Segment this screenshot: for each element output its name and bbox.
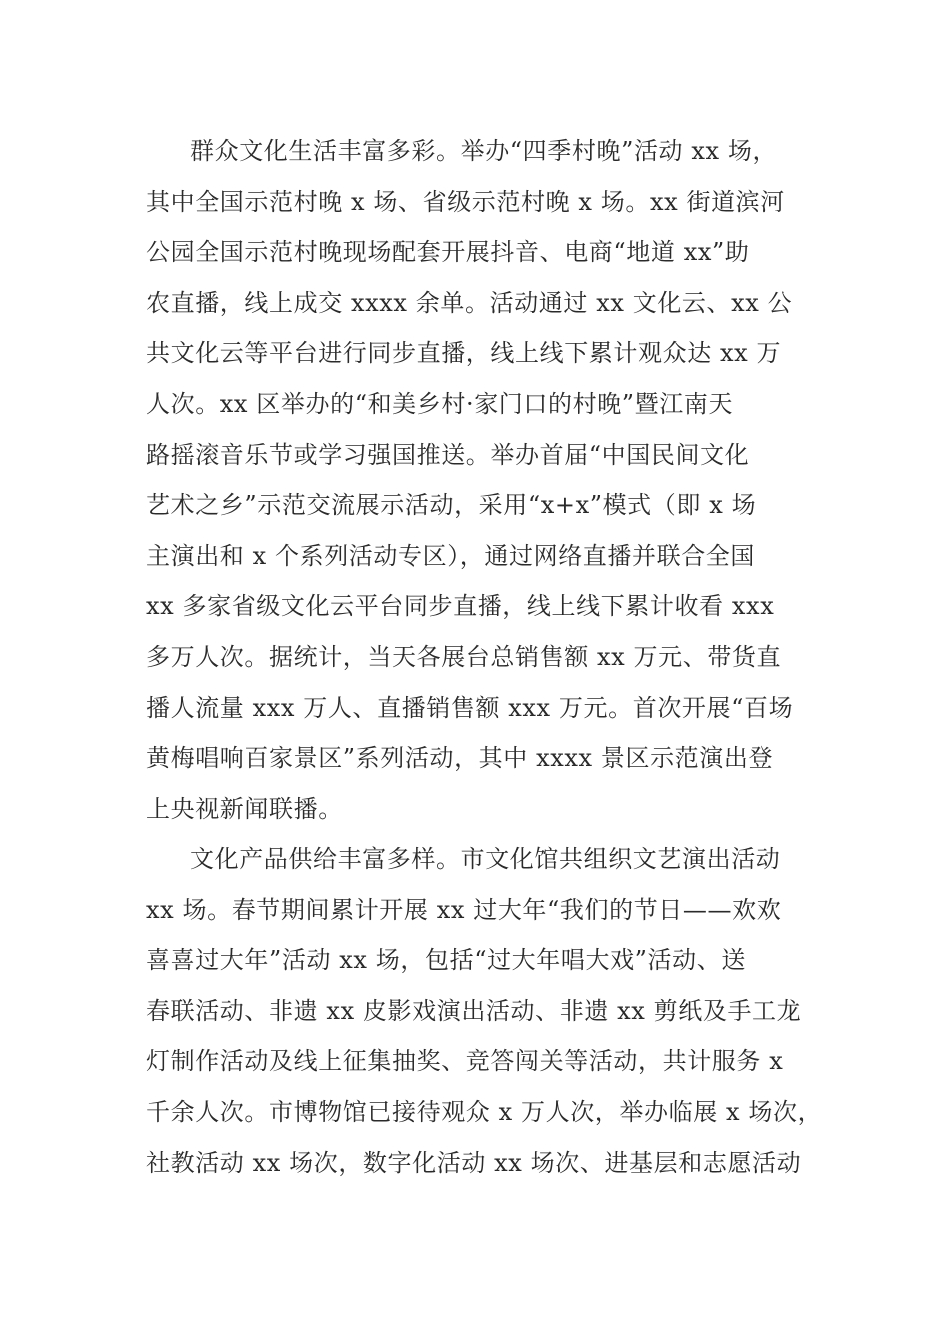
paragraph-line: 社教活动 xx 场次，数字化活动 xx 场次、进基层和志愿活动 xyxy=(146,1148,802,1177)
paragraph-line: 多万人次。据统计，当天各展台总销售额 xx 万元、带货直 xyxy=(146,642,782,671)
paragraph-line: 主演出和 x 个系列活动专区），通过网络直播并联合全国 xyxy=(146,541,755,570)
paragraph-line: 人次。xx 区举办的“和美乡村·家门口的村晚”暨江南天 xyxy=(146,389,734,418)
paragraph-mass-culture xyxy=(146,126,812,834)
paragraph-line: 其中全国示范村晚 x 场、省级示范村晚 x 场。xx 街道滨河 xyxy=(146,187,785,216)
paragraph-line: 黄梅唱响百家景区”系列活动，其中 xxxx 景区示范演出登 xyxy=(146,744,774,773)
paragraph-line: 农直播，线上成交 xxxx 余单。活动通过 xx 文化云、xx 公 xyxy=(146,288,793,317)
paragraph-line: 上央视新闻联播。 xyxy=(146,794,343,823)
paragraph-line: 千余人次。市博物馆已接待观众 x 万人次，举办临展 x 场次， xyxy=(146,1097,823,1126)
paragraph-line: 灯制作活动及线上征集抽奖、竞答闯关等活动，共计服务 x xyxy=(146,1047,784,1076)
paragraph-line: 公园全国示范村晚现场配套开展抖音、电商“地道 xx”助 xyxy=(146,238,750,267)
paragraph-line: 春联活动、非遗 xx 皮影戏演出活动、非遗 xx 剪纸及手工龙 xyxy=(146,996,802,1025)
paragraph-line: 路摇滚音乐节或学习强国推送。举办首届“中国民间文化 xyxy=(146,440,750,469)
paragraph-line: xx 多家省级文化云平台同步直播，线上线下累计收看 xxx xyxy=(146,592,775,621)
paragraph-line: 艺术之乡”示范交流展示活动，采用“x+x”模式（即 x 场 xyxy=(146,491,757,520)
paragraph-cultural-products xyxy=(146,834,823,1188)
paragraph-line: xx 场。春节期间累计开展 xx 过大年“我们的节日——欢欢 xyxy=(146,895,782,924)
paragraph-line: 播人流量 xxx 万人、直播销售额 xxx 万元。首次开展“百场 xyxy=(146,693,794,722)
paragraph-line: 文化产品供给丰富多样。市文化馆共组织文艺演出活动 xyxy=(190,845,781,873)
paragraph-line: 共文化云等平台进行同步直播，线上线下累计观众达 xx 万 xyxy=(146,339,782,368)
paragraph-line: 群众文化生活丰富多彩。举办“四季村晚”活动 xx 场， xyxy=(190,137,778,165)
paragraph-line: 喜喜过大年”活动 xx 场，包括“过大年唱大戏”活动、送 xyxy=(146,946,746,975)
